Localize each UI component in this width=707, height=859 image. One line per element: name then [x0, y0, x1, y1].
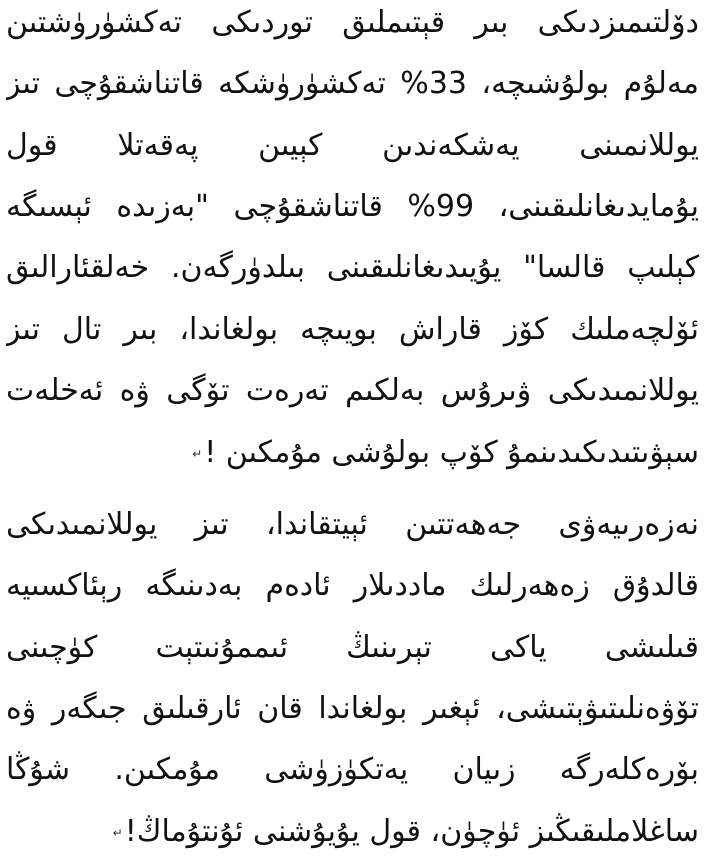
text-line: ئۆلچەملىك كۆز قاراش بويىچە بولغاندا، بىر تال تىز [6, 312, 699, 347]
paragraph-theory [6, 498, 699, 859]
text-line: بۆرەكلەرگە زىيان يەتكۈزۈشى مۇمكىن. شۇڭا [6, 752, 699, 787]
text-line-last [6, 426, 699, 480]
text-line: يۇمايدىغانلىقىنى، 99% قاتناشقۇچى "بەزىدە ئېسىگە [6, 189, 699, 224]
text-line: مەلۇم بولۇشىچە، 33% تەكشۈرۈشكە قاتناشقۇچى تىز [6, 66, 699, 101]
paragraph-end-mark: ↵ [192, 446, 203, 461]
text-line: يوللانمىدىكى ۋىرۇس بەلكىم تەرەت تۆگى ۋە ئەخلەت [6, 373, 699, 408]
text-line: قىلىشى ياكى تېرىنىڭ ئىممۇنىتېت كۈچىنى [6, 630, 699, 665]
text-line: يوللانمىنى يەشكەندىن كېيىن پەقەتلا قول [6, 128, 699, 163]
paragraph-survey [6, 0, 699, 480]
text-line: تۆۋەنلىتىۋېتىشى، ئېغىر بولغاندا قان ئارقىلىق جىگەر ۋە [6, 691, 699, 726]
paragraph-end-mark: ↵ [112, 825, 123, 840]
text-line-content: ساغلاملىقىڭىز ئۈچۈن، قول يۇيۇشنى ئۇنتۇماڭ! [124, 814, 699, 849]
text-line: كېلىپ قالسا" يۇيىدىغانلىقىنى بىلدۈرگەن. خەلقئارالىق [6, 250, 699, 285]
text-line: نەزەرىيەۋى جەھەتتىن ئېيتقاندا، تىز يوللانمىدىكى [6, 507, 699, 542]
text-line: دۆلتىمىزدىكى بىر قېتىملىق توردىكى تەكشۈرۈشتىن [6, 5, 699, 40]
text-line-last [6, 805, 699, 859]
text-line-content: سېۋىتىدىكىدىنمۇ كۆپ بولۇشى مۇمكىن ! [204, 435, 699, 470]
text-line: قالدۇق زەھەرلىك ماددىلار ئادەم بەدىنىگە رېئاكسىيە [6, 568, 699, 603]
